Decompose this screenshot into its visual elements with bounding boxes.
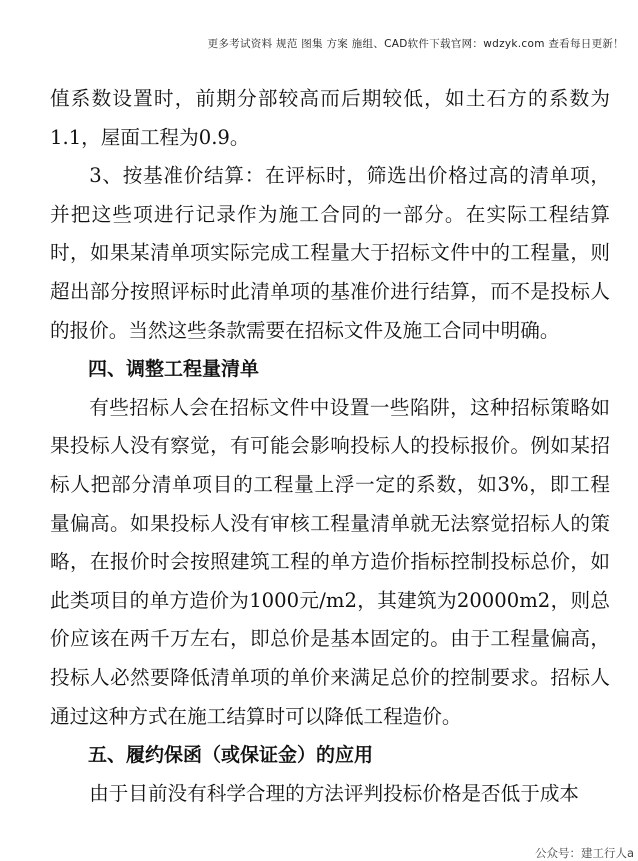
- section-heading-adjust-quantities: 四、调整工程量清单: [88, 358, 260, 381]
- paragraph-settlement-benchmark: 3、按基准价结算：在评标时，筛选出价格过高的清单项，并把这些项进行记录作为施工合同的一部分。在实际工程结算时，如果某清单项实际完成工程量大于招标文件中的工程量，则超出部分按照评标时此清单项的基准价进行结算，而不是投标人的报价。当然这些条款需要在招标文件及施工合同中明确。: [50, 164, 610, 342]
- section-heading-performance-bond: 五、履约保函（或保证金）的应用: [88, 744, 374, 767]
- page-header: 更多考试资料 规范 图集 方案 施组、CAD软件下载官网：wdzyk.com 查看每日更新！: [207, 38, 624, 50]
- paragraph-continuation: 值系数设置时，前期分部较高而后期较低，如土石方的系数为1.1，屋面工程为0.9。: [50, 87, 610, 149]
- paragraph-quantity-trap: 有些招标人会在招标文件中设置一些陷阱，这种招标策略如果投标人没有察觉，有可能会影响投标人的投标报价。例如某招标人把部分清单项目的工程量上浮一定的系数，如3%，即工程量偏高。如果投标人没有审核工程量清单就无法察觉招标人的策略，在报价时会按照建筑工程的单方造价指标控制投标总价，如此类项目的单方造价为1000元/m2，其建筑为20000m2，则总价应该在两千万左右，即总价是基本固定的。由于工程量偏高，投标人必然要降低清单项的单价来满足总价的控制要求。招标人通过这种方式在施工结算时可以降低工程造价。: [50, 395, 610, 728]
- wechat-watermark: 公众号：建工行人a: [534, 846, 634, 860]
- document-body: [50, 80, 610, 813]
- paragraph-cost-evaluation: 由于目前没有科学合理的方法评判投标价格是否低于成本: [89, 781, 580, 805]
